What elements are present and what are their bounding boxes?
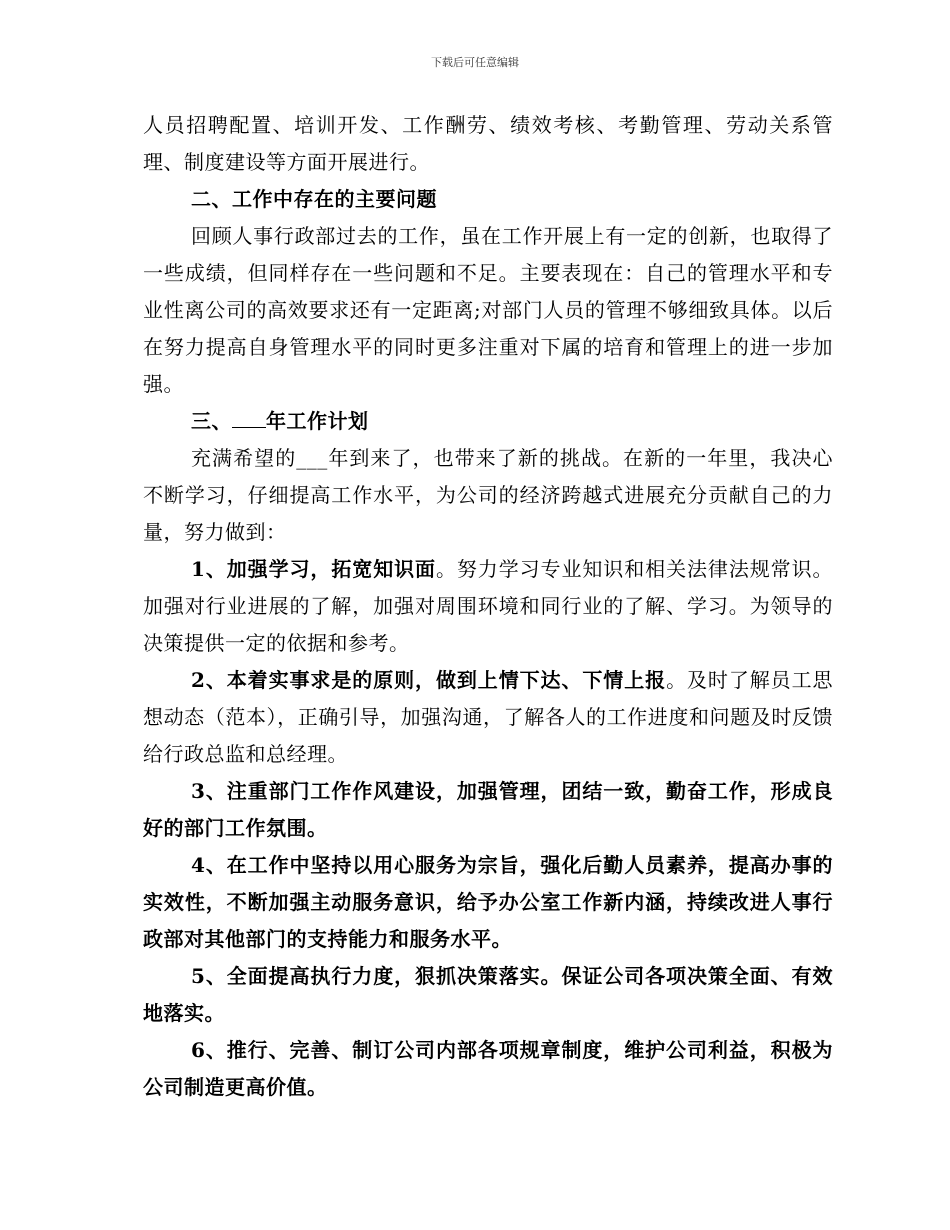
intro-blank: ___: [296, 446, 328, 470]
plan-item-2-text: 。及时了解员工思想动态（范本），正确引导，加强沟通，了解各人的工作进度和问题及时反馈给行政总监和总经理。: [143, 668, 833, 766]
heading-suffix: 年工作计划: [266, 409, 369, 433]
plan-item-6: 6、推行、完善、制订公司内部各项规章制度，维护公司利益，积极为公司制造更高价值。: [143, 1038, 833, 1099]
section-heading-problems: 二、工作中存在的主要问题: [191, 187, 437, 211]
plan-item-2: [143, 662, 833, 773]
paragraph-review: 回顾人事行政部过去的工作，虽在工作开展上有一定的创新，也取得了一些成绩，但同样存在一些问题和不足。主要表现在：自己的管理水平和专业性离公司的高效要求还有一定距离;对部门人员的管理不够细致具体。以后在努力提高自身管理水平的同时更多注重对下属的培育和管理上的进一步加强。: [143, 224, 833, 396]
plan-item-2-title: 2、本着实事求是的原则，做到上情下达、下情上报: [191, 668, 667, 692]
year-blank: [232, 409, 266, 428]
paragraph-continued: 人员招聘配置、培训开发、工作酬劳、绩效考核、考勤管理、劳动关系管理、制度建设等方面开展进行。: [143, 113, 833, 174]
intro-suffix: 年到来了，也带来了新的挑战。在新的一年里，我决心不断学习，仔细提高工作水平，为公司的经济跨越式进展充分贡献自己的力量，努力做到：: [143, 446, 834, 544]
plan-item-1-text: 。努力学习专业知识和相关法律法规常识。加强对行业进展的了解，加强对周围环境和同行业的了解、学习。为领导的决策提供一定的依据和参考。: [143, 557, 833, 655]
plan-item-1: [143, 551, 833, 662]
plan-item-3: 3、注重部门工作作风建设，加强管理，团结一致，勤奋工作，形成良好的部门工作氛围。: [143, 779, 833, 840]
paragraph-intro: [143, 440, 833, 551]
document-body: [143, 107, 833, 1106]
heading-prefix: 三、: [191, 409, 232, 433]
plan-item-4: 4、在工作中坚持以用心服务为宗旨，强化后勤人员素养，提高办事的实效性，不断加强主动服务意识，给予办公室工作新内涵，持续改进人事行政部对其他部门的支持能力和服务水平。: [143, 853, 833, 951]
plan-item-1-title: 1、加强学习，拓宽知识面: [191, 557, 436, 581]
plan-item-5: 5、全面提高执行力度，狠抓决策落实。保证公司各项决策全面、有效地落实。: [143, 964, 833, 1025]
section-heading-plan: [143, 403, 833, 440]
page-header-note: 下载后可任意编辑: [431, 56, 519, 69]
intro-prefix: 充满希望的: [191, 446, 297, 470]
